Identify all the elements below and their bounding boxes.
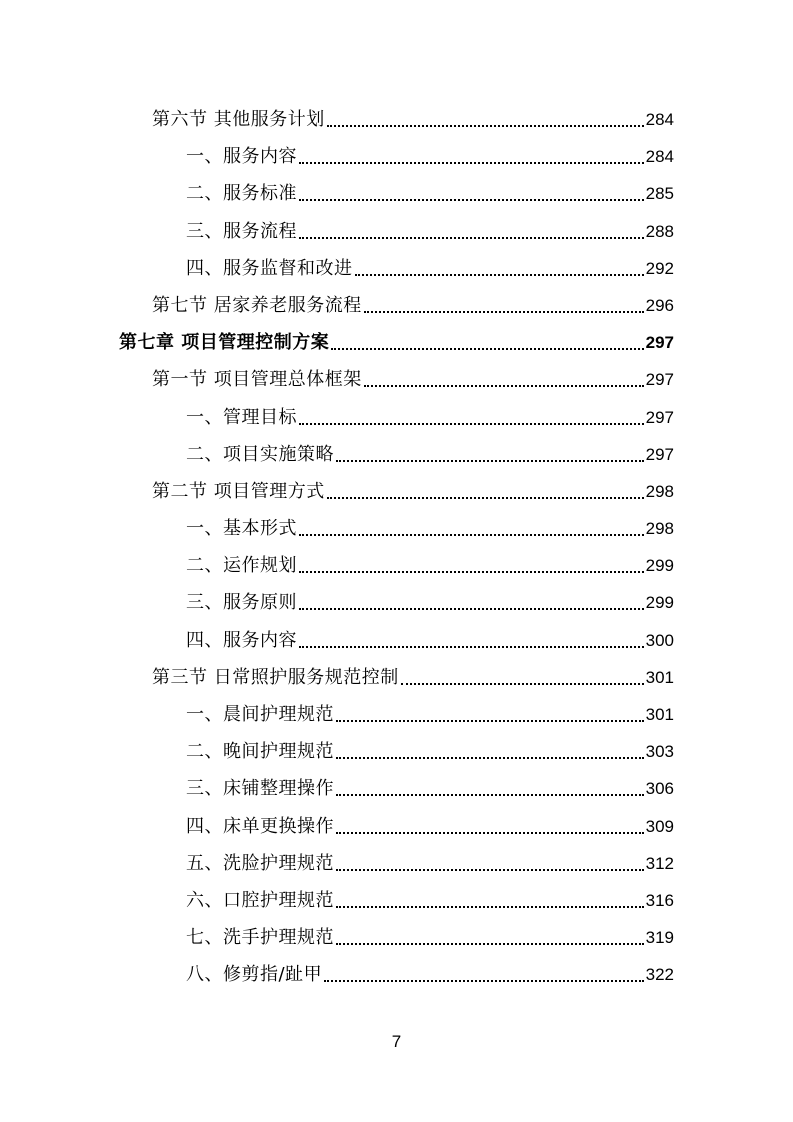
dot-leader — [355, 274, 644, 276]
toc-entry-page: 299 — [645, 556, 674, 576]
toc-entry-title: 第一节 项目管理总体框架 — [152, 369, 362, 391]
toc-entry[interactable] — [0, 249, 793, 286]
toc-entry-title: 第七节 居家养老服务流程 — [152, 294, 362, 316]
toc-entry-title: 一、基本形式 — [186, 518, 297, 540]
dot-leader — [336, 757, 644, 759]
dot-leader — [336, 720, 644, 722]
toc-entry-title: 七、洗手护理规范 — [186, 927, 334, 949]
toc-entry-page: 309 — [645, 816, 674, 836]
toc-entry[interactable] — [0, 546, 793, 583]
dot-leader — [327, 125, 644, 127]
toc-entry-title: 第七章 项目管理控制方案 — [119, 332, 330, 354]
toc-entry-page: 306 — [645, 779, 674, 799]
dot-leader — [364, 385, 644, 387]
toc-entry-title: 二、服务标准 — [186, 183, 297, 205]
toc-entry-title: 三、床铺整理操作 — [186, 778, 334, 800]
page-number: 7 — [391, 1032, 402, 1051]
toc-entry-title: 三、服务原则 — [186, 592, 297, 614]
dot-leader — [299, 237, 644, 239]
toc-entry-page: 319 — [645, 928, 674, 948]
toc-entry-page: 297 — [645, 407, 674, 427]
toc-entry-title: 二、运作规划 — [186, 555, 297, 577]
dot-leader — [299, 646, 644, 648]
toc-entry-page: 299 — [645, 593, 674, 613]
toc-entry[interactable] — [0, 472, 793, 509]
dot-leader — [336, 943, 644, 945]
toc-entry[interactable] — [0, 769, 793, 806]
toc-entry[interactable] — [0, 100, 793, 137]
toc-entry-title: 一、管理目标 — [186, 406, 297, 428]
toc-entry[interactable] — [0, 509, 793, 546]
dot-leader — [401, 683, 644, 685]
toc-entry-title: 四、床单更换操作 — [186, 815, 334, 837]
toc-entry-page: 301 — [645, 705, 674, 724]
toc-entry-page: 298 — [645, 519, 674, 539]
toc-entry-title: 第二节 项目管理方式 — [152, 480, 325, 502]
toc-entry-title: 四、服务内容 — [186, 629, 297, 651]
toc-entry-page: 297 — [645, 444, 674, 464]
toc-entry-page: 298 — [645, 481, 674, 501]
toc-entry-title: 八、修剪指/趾甲 — [186, 964, 323, 986]
table-of-contents — [0, 100, 793, 993]
toc-entry-title: 第三节 日常照护服务规范控制 — [152, 666, 399, 688]
dot-leader — [364, 311, 644, 313]
toc-entry-title: 四、服务监督和改进 — [186, 257, 353, 279]
toc-entry-title: 二、项目实施策略 — [186, 443, 334, 465]
toc-entry-page: 292 — [645, 258, 674, 278]
toc-entry[interactable] — [0, 732, 793, 769]
toc-entry[interactable] — [0, 807, 793, 844]
toc-entry-page: 284 — [645, 147, 674, 167]
toc-entry[interactable] — [0, 286, 793, 323]
dot-leader — [336, 906, 644, 908]
toc-entry[interactable] — [0, 918, 793, 955]
dot-leader — [299, 199, 644, 201]
dot-leader — [336, 794, 644, 796]
toc-entry-title: 三、服务流程 — [186, 220, 297, 242]
toc-entry[interactable] — [0, 621, 793, 658]
dot-leader — [299, 608, 644, 610]
toc-entry-title: 五、洗脸护理规范 — [186, 852, 334, 874]
dot-leader — [299, 534, 644, 536]
toc-entry[interactable] — [0, 360, 793, 397]
toc-entry-page: 296 — [645, 295, 674, 315]
toc-entry[interactable] — [0, 398, 793, 435]
toc-entry-title: 六、口腔护理规范 — [186, 889, 334, 911]
toc-entry[interactable] — [0, 844, 793, 881]
toc-entry-page: 297 — [645, 370, 674, 390]
toc-entry-page: 312 — [645, 853, 674, 873]
dot-leader — [336, 832, 644, 834]
dot-leader — [336, 460, 644, 462]
dot-leader — [331, 348, 643, 350]
toc-entry-page: 285 — [645, 184, 674, 204]
toc-entry-title: 一、晨间护理规范 — [186, 704, 334, 725]
toc-entry-page: 284 — [645, 110, 674, 129]
toc-entry[interactable] — [0, 881, 793, 918]
dot-leader — [324, 980, 644, 982]
toc-entry[interactable] — [0, 695, 793, 732]
dot-leader — [299, 162, 644, 164]
toc-entry[interactable] — [0, 583, 793, 620]
toc-entry-page: 301 — [645, 667, 674, 687]
toc-entry[interactable] — [0, 435, 793, 472]
toc-entry-page: 322 — [645, 965, 674, 985]
toc-entry-page: 303 — [645, 742, 674, 762]
toc-entry[interactable] — [0, 137, 793, 174]
toc-entry[interactable] — [0, 955, 793, 992]
dot-leader — [299, 423, 644, 425]
toc-entry-page: 297 — [645, 333, 674, 353]
toc-entry-page: 300 — [645, 630, 674, 650]
dot-leader — [327, 497, 644, 499]
toc-entry-title: 一、服务内容 — [186, 146, 297, 168]
toc-entry-page: 288 — [645, 221, 674, 241]
toc-entry-title: 第六节 其他服务计划 — [152, 109, 325, 130]
toc-entry[interactable] — [0, 212, 793, 249]
toc-entry-title: 二、晚间护理规范 — [186, 741, 334, 763]
toc-entry[interactable] — [0, 658, 793, 695]
toc-chapter-entry[interactable] — [0, 323, 793, 360]
toc-entry-page: 316 — [645, 890, 674, 910]
dot-leader — [336, 869, 644, 871]
toc-entry[interactable] — [0, 174, 793, 211]
dot-leader — [299, 571, 644, 573]
